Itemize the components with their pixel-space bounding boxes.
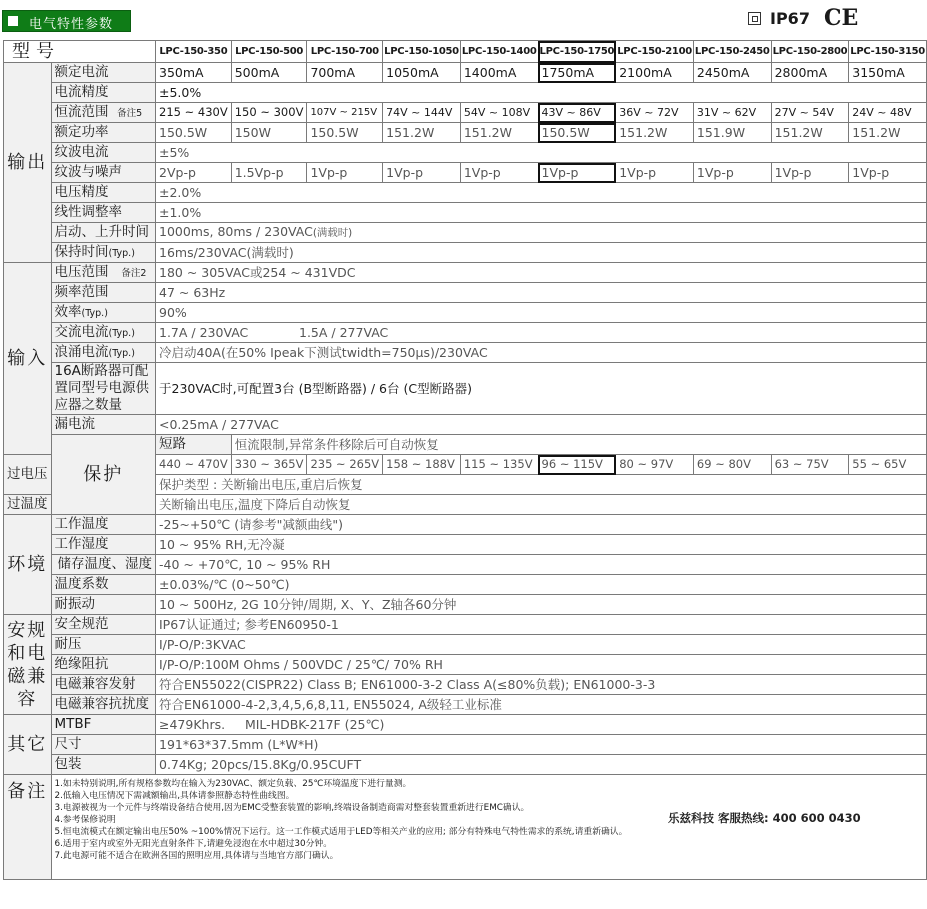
value-cell: ±5%: [156, 143, 927, 163]
value-cell: 80 ~ 97V: [616, 455, 694, 475]
row-short-circuit: [4, 435, 927, 455]
row-rated-current: [4, 63, 927, 83]
model-label: 型号: [4, 41, 156, 63]
label: 纹波电流: [51, 143, 156, 163]
label: 安全规范: [51, 615, 156, 635]
row-setup-time: [4, 223, 927, 243]
value-suffix: (满载时): [312, 227, 353, 239]
value-cell: [156, 243, 927, 263]
value-cell: 115 ~ 135V: [460, 455, 538, 475]
label-text: 交流电流: [54, 323, 109, 340]
value-cell: 500mA: [231, 63, 307, 83]
value-cell: 1Vp-p: [849, 163, 927, 183]
label-note: 备注2: [121, 267, 147, 279]
section-header: [2, 10, 131, 32]
row-vibration: [4, 595, 927, 615]
label: 启动、上升时间: [51, 223, 156, 243]
value-cell: 150.5W: [156, 123, 232, 143]
row-frequency: [4, 283, 927, 303]
row-working-humidity: [4, 535, 927, 555]
value-cell: 74V ~ 144V: [383, 103, 461, 123]
model-cell: LPC-150-2100: [616, 41, 694, 63]
value-cell: 1Vp-p: [383, 163, 461, 183]
value-cell-highlighted: 150.5W: [538, 123, 616, 143]
label: 电磁兼容发射: [51, 675, 156, 695]
row-efficiency: [4, 303, 927, 323]
value-cell: 150.5W: [307, 123, 383, 143]
label: [51, 323, 156, 343]
row-notes: [4, 775, 927, 880]
value-cell-highlighted: 1Vp-p: [538, 163, 616, 183]
value-cell: 于230VAC时,可配置3台 (B型断路器) / 6台 (C型断路器): [156, 363, 927, 415]
value-cell: 107V ~ 215V: [307, 103, 383, 123]
label: [51, 243, 156, 263]
model-cell: LPC-150-350: [156, 41, 232, 63]
group-env: 环境: [4, 515, 52, 615]
value-cell: ±0.03%/℃ (0~50℃): [156, 575, 927, 595]
label: 工作温度: [51, 515, 156, 535]
value-cell: 0.74Kg; 20pcs/15.8Kg/0.95CUFT: [156, 755, 927, 775]
certification-marks: [748, 5, 866, 31]
label: 漏电流: [51, 415, 156, 435]
value-cell: 151.2W: [383, 123, 461, 143]
label: 电流精度: [51, 83, 156, 103]
row-withstand: [4, 635, 927, 655]
value-cell: 1Vp-p: [460, 163, 538, 183]
value-cell: 保护类型 : 关断输出电压,重启后恢复: [156, 475, 927, 495]
value-cell: 2100mA: [616, 63, 694, 83]
value-cell: ±5.0%: [156, 83, 927, 103]
row-storage: [4, 555, 927, 575]
value-cell: 1050mA: [383, 63, 461, 83]
value-cell: 180 ~ 305VAC或254 ~ 431VDC: [156, 263, 927, 283]
label: 储存温度、湿度: [51, 555, 156, 575]
model-cell: LPC-150-2800: [771, 41, 849, 63]
value-cell: 24V ~ 48V: [849, 103, 927, 123]
value-cell: 关断输出电压,温度下降后自动恢复: [156, 495, 927, 515]
value-cell: 恒流限制,异常条件移除后可自动恢复: [231, 435, 926, 455]
label: 纹波与噪声: [51, 163, 156, 183]
value-cell: 1Vp-p: [307, 163, 383, 183]
spec-table: [3, 40, 927, 880]
note-line: 7.此电源可能不适合在欧洲各国的照明应用,具体请与当地官方部门确认。: [54, 851, 339, 861]
label: [51, 303, 156, 323]
value-cell: I/P-O/P:100M Ohms / 500VDC / 25℃/ 70% RH: [156, 655, 927, 675]
model-cell: LPC-150-1400: [460, 41, 538, 63]
label: 包装: [51, 755, 156, 775]
value-cell: -25~+50℃ (请参考"减额曲线"): [156, 515, 927, 535]
value-cell: [156, 323, 927, 343]
model-cell-highlighted: LPC-150-1750: [538, 41, 616, 63]
value-cell: 1.5Vp-p: [231, 163, 307, 183]
ip-rating: IP67: [770, 9, 810, 28]
row-ripple-current: [4, 143, 927, 163]
group-input: 输入: [4, 263, 52, 455]
model-cell: LPC-150-700: [307, 41, 383, 63]
value-cell: [156, 223, 927, 243]
label-text: 保持时间: [54, 243, 109, 260]
value-cell: 1Vp-p: [771, 163, 849, 183]
row-ac-current: [4, 323, 927, 343]
label: 额定功率: [51, 123, 156, 143]
label: 电压精度: [51, 183, 156, 203]
model-cell: LPC-150-500: [231, 41, 307, 63]
row-hold-time: [4, 243, 927, 263]
label-text: 浪涌电流: [54, 343, 109, 360]
value-cell: 10 ~ 500Hz, 2G 10分钟/周期, X、Y、Z轴各60分钟: [156, 595, 927, 615]
hotline-text: 乐兹科技 客服热线: 400 600 0430: [668, 811, 861, 825]
label: 电磁兼容抗扰度: [51, 695, 156, 715]
value-cell: -40 ~ +70℃, 10 ~ 95% RH: [156, 555, 927, 575]
value-cell: 440 ~ 470V: [156, 455, 232, 475]
value-cell: 150W: [231, 123, 307, 143]
label: 16A断路器可配置同型号电源供应器之数量: [51, 363, 156, 415]
value-cell: 235 ~ 265V: [307, 455, 383, 475]
row-leakage: [4, 415, 927, 435]
value-cell: 54V ~ 108V: [460, 103, 538, 123]
value-cell: 2450mA: [693, 63, 771, 83]
row-mtbf: [4, 715, 927, 735]
label: 额定电流: [51, 63, 156, 83]
label-note: (Typ.): [81, 307, 108, 319]
label-text: 恒流范围: [54, 103, 109, 120]
double-insulation-icon: [748, 12, 761, 25]
label-text: 电压范围: [54, 263, 109, 280]
label: 过电压: [4, 455, 52, 495]
label: 绝缘阻抗: [51, 655, 156, 675]
value-cell: 350mA: [156, 63, 232, 83]
group-other: 其它: [4, 715, 52, 775]
value-cell: I/P-O/P:3KVAC: [156, 635, 927, 655]
note-line: 2.低输入电压情况下需减额输出,具体请参照静态特性曲线图。: [54, 791, 295, 801]
label: 耐振动: [51, 595, 156, 615]
value-cell: 47 ~ 63Hz: [156, 283, 927, 303]
value-cell: 151.9W: [693, 123, 771, 143]
value-text: 1000ms, 80ms / 230VAC: [159, 224, 313, 239]
group-safety: 安规和电磁兼容: [4, 615, 52, 715]
value-cell: <0.25mA / 277VAC: [156, 415, 927, 435]
row-temp-coeff: [4, 575, 927, 595]
row-working-temp: [4, 515, 927, 535]
note-line: 4.参考保修说明: [54, 815, 116, 825]
value-suffix: (满载时): [246, 245, 294, 260]
label: [51, 103, 156, 123]
ce-mark: CE: [824, 5, 859, 31]
row-current-accuracy: [4, 83, 927, 103]
note-line: 3.电源被视为一个元件与终端设备结合使用,因为EMC受整套装置的影响,终端设备制造商需对整套装置重新进行EMC确认。: [54, 803, 530, 813]
row-input-voltage: [4, 263, 927, 283]
value-cell: 55 ~ 65V: [849, 455, 927, 475]
note-line: 6.适用于室内或室外无阳光直射条件下,请避免浸泡在水中超过30分钟。: [54, 839, 332, 849]
value-cell: 3150mA: [849, 63, 927, 83]
value-cell: 215 ~ 430V: [156, 103, 232, 123]
value-cell: 700mA: [307, 63, 383, 83]
value-cell: 151.2W: [849, 123, 927, 143]
notes-cell: [51, 775, 926, 880]
model-row: [4, 41, 927, 63]
label: 耐压: [51, 635, 156, 655]
label-note: (Typ.): [108, 347, 135, 359]
label: 工作湿度: [51, 535, 156, 555]
row-line-regulation: [4, 203, 927, 223]
value-cell-highlighted: 1750mA: [538, 63, 616, 83]
row-packing: [4, 755, 927, 775]
value-cell: 2Vp-p: [156, 163, 232, 183]
row-emc-immunity: [4, 695, 927, 715]
value-cell: 2800mA: [771, 63, 849, 83]
value-cell: 69 ~ 80V: [693, 455, 771, 475]
row-cc-range: [4, 103, 927, 123]
label: 线性调整率: [51, 203, 156, 223]
group-protect: 保护: [51, 435, 156, 515]
row-breaker: [4, 363, 927, 415]
value-cell: 158 ~ 188V: [383, 455, 461, 475]
value-cell: ≥479Khrs. MIL-HDBK-217F (25℃): [156, 715, 927, 735]
value-cell: 90%: [156, 303, 927, 323]
value-cell: 符合EN61000-4-2,3,4,5,6,8,11, EN55024, A级轻工业标准: [156, 695, 927, 715]
label: 频率范围: [51, 283, 156, 303]
value-text: 1.7A / 230VAC: [159, 325, 249, 340]
label: [51, 343, 156, 363]
label: 过温度: [4, 495, 52, 515]
row-voltage-accuracy: [4, 183, 927, 203]
value-cell: 冷启动40A(在50% Ipeak下测试twidth=750μs)/230VAC: [156, 343, 927, 363]
value-cell: IP67认证通过; 参考EN60950-1: [156, 615, 927, 635]
value-cell: 151.2W: [771, 123, 849, 143]
value-cell: 330 ~ 365V: [231, 455, 307, 475]
value-cell: 63 ~ 75V: [771, 455, 849, 475]
row-inrush: [4, 343, 927, 363]
note-line: 5.恒电流模式在额定输出电压50% ~100%情况下运行。这一工作模式适用于LED等相关产业的应用; 部分有特殊电气特性需求的系统,请重新确认。: [54, 827, 628, 837]
label: 温度系数: [51, 575, 156, 595]
value-cell: 151.2W: [460, 123, 538, 143]
row-emc-emission: [4, 675, 927, 695]
row-safety-standards: [4, 615, 927, 635]
label-note: (Typ.): [108, 327, 135, 339]
value-cell: 36V ~ 72V: [616, 103, 694, 123]
label: [51, 263, 156, 283]
value-cell: ±2.0%: [156, 183, 927, 203]
label-note: 备注5: [117, 107, 143, 119]
value-cell: 27V ~ 54V: [771, 103, 849, 123]
label-text: 效率: [54, 303, 82, 320]
value-cell: 150 ~ 300V: [231, 103, 307, 123]
row-isolation: [4, 655, 927, 675]
value-cell: 191*63*37.5mm (L*W*H): [156, 735, 927, 755]
value-cell-highlighted: 96 ~ 115V: [538, 455, 616, 475]
value-cell: 10 ~ 95% RH,无冷凝: [156, 535, 927, 555]
note-line: 1.如未特别说明,所有规格参数均在输入为230VAC、额定负载、25℃环境温度下进行量测。: [54, 779, 412, 789]
row-ripple-noise: [4, 163, 927, 183]
model-cell: LPC-150-1050: [383, 41, 461, 63]
label-note: (Typ.): [108, 247, 135, 259]
value-cell: ±1.0%: [156, 203, 927, 223]
model-cell: LPC-150-2450: [693, 41, 771, 63]
section-title: 电气特性参数: [29, 17, 114, 32]
group-output: 输出: [4, 63, 52, 263]
value-cell: 1Vp-p: [693, 163, 771, 183]
value-text: 16ms/230VAC: [159, 245, 247, 260]
value-cell: 1Vp-p: [616, 163, 694, 183]
value-cell: 151.2W: [616, 123, 694, 143]
model-cell: LPC-150-3150: [849, 41, 927, 63]
value-text: 1.5A / 277VAC: [299, 325, 389, 340]
value-cell: 符合EN55022(CISPR22) Class B; EN61000-3-2 Class A(≤80%负载); EN61000-3-3: [156, 675, 927, 695]
value-cell: 31V ~ 62V: [693, 103, 771, 123]
square-icon: [8, 16, 18, 26]
label: 尺寸: [51, 735, 156, 755]
label: MTBF: [51, 715, 156, 735]
group-notes: 备注: [4, 775, 52, 880]
row-rated-power: [4, 123, 927, 143]
row-dimension: [4, 735, 927, 755]
value-cell: 1400mA: [460, 63, 538, 83]
value-cell-highlighted: 43V ~ 86V: [538, 103, 616, 123]
label: 短路: [156, 435, 232, 455]
